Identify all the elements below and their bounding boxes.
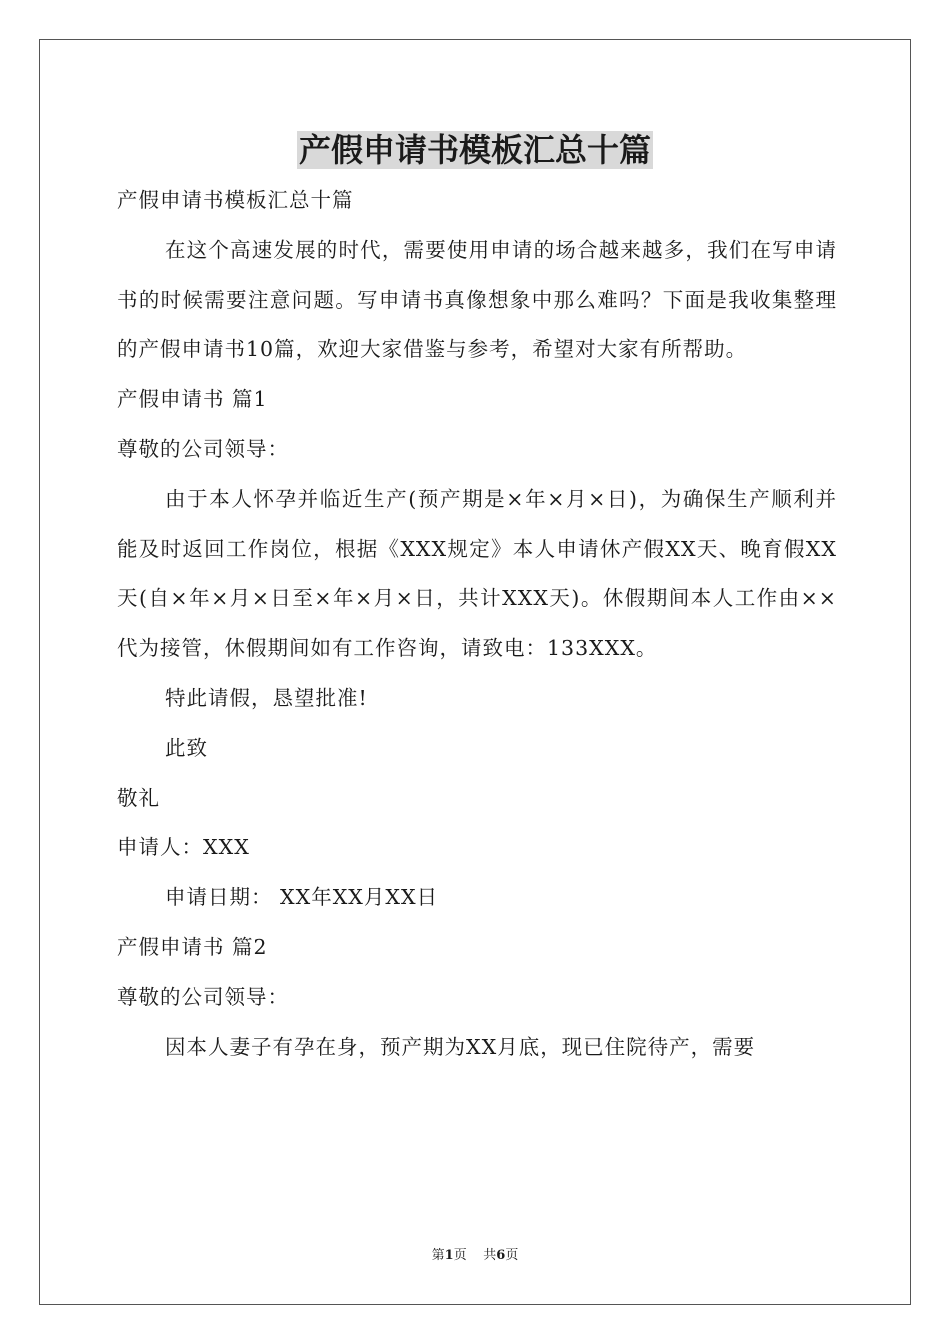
paragraph-12: 因本人妻子有孕在身，预产期为XX月底，现已住院待产，需要: [165, 1034, 756, 1059]
document-body: [117, 176, 837, 1072]
paragraph-10-heading: 产假申请书 篇2: [117, 934, 268, 959]
footer-total-prefix: 共: [483, 1248, 497, 1263]
page-footer: [0, 1247, 950, 1265]
paragraph-0: 产假申请书模板汇总十篇: [117, 188, 354, 212]
paragraph-11-salutation: 尊敬的公司领导：: [117, 984, 289, 1009]
footer-page-suffix: 页: [453, 1248, 467, 1263]
paragraph-2-heading: 产假申请书 篇1: [117, 387, 268, 412]
paragraph-7: 敬礼: [117, 785, 160, 810]
paragraph-6: 此致: [165, 735, 208, 760]
document-title-text: 产假申请书模板汇总十篇: [298, 131, 651, 169]
footer-page-prefix: 第: [431, 1248, 445, 1263]
paragraph-1: 在这个高速发展的时代，需要使用申请的场合越来越多，我们在写申请书的时候需要注意问题。写申请书真像想象中那么难吗？下面是我收集整理的产假申请书10篇，欢迎大家借鉴与参考，希望对大家有所帮助。: [117, 237, 837, 362]
paragraph-9-date: 申请日期： XX年XX月XX日: [165, 885, 439, 910]
footer-page-number: 1: [444, 1248, 454, 1263]
paragraph-5: 特此请假，恳望批准!: [165, 685, 368, 710]
footer-total-pages: 6: [496, 1248, 506, 1263]
document-title: [0, 126, 950, 174]
paragraph-8-applicant: 申请人：XXX: [117, 835, 250, 860]
paragraph-4: 由于本人怀孕并临近生产(预产期是×年×月×日)，为确保生产顺利并能及时返回工作岗位，根据《XXX规定》本人申请休产假XX天、晚育假XX天(自×年×月×日至×年×月×日，共计XXX天)。休假期间本人工作由××代为接管，休假期间如有工作咨询，请致电：133XXX。: [117, 486, 837, 661]
paragraph-3-salutation: 尊敬的公司领导：: [117, 436, 289, 461]
footer-total-suffix: 页: [505, 1248, 519, 1263]
